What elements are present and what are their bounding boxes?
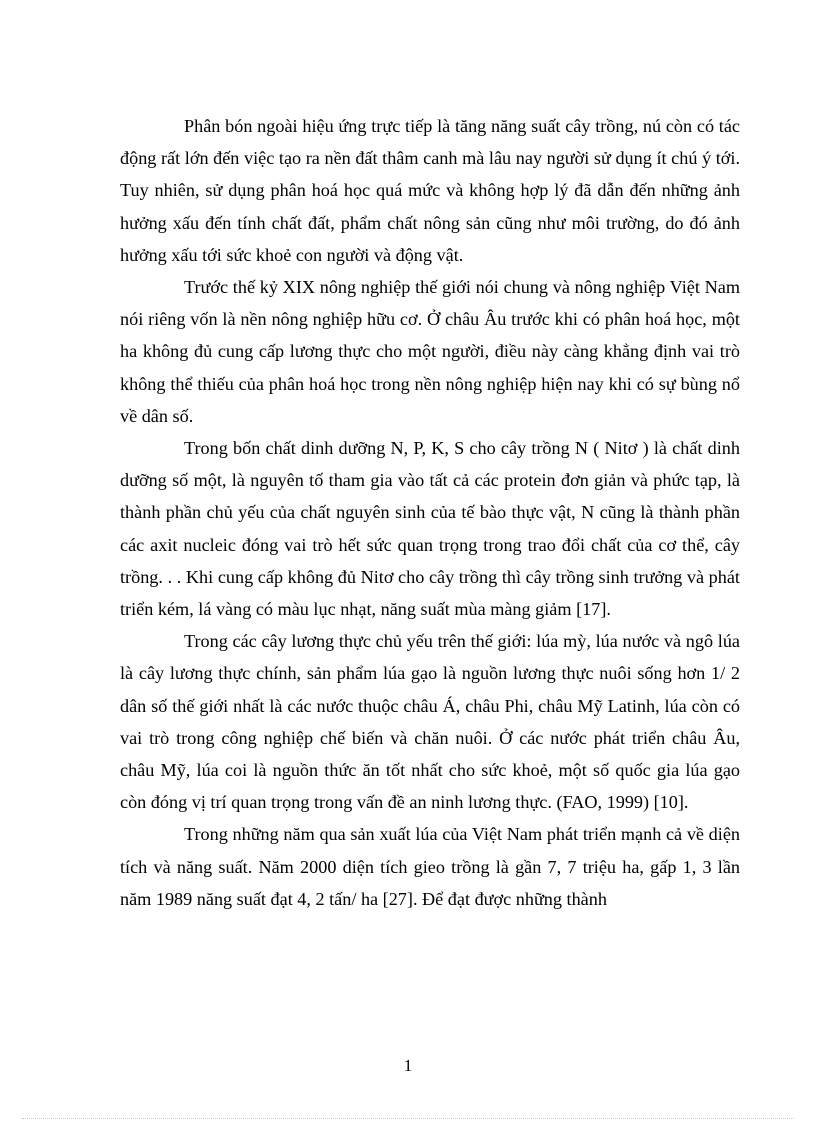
paragraph-vietnam-rice: Trong những năm qua sản xuất lúa của Việt Nam phát triển mạnh cả về diện tích và năng suất. Năm 2000 diện tích gieo trồng là gần 7, 7 triệu ha, gấp 1, 3 lần năm 1989 năng suất đạt 4, 2 tấn/ ha [27]. Để đạt được những thành — [120, 824, 740, 909]
paragraph-organic-agriculture: Trước thế kỷ XIX nông nghiệp thế giới nói chung và nông nghiệp Việt Nam nói riêng vốn là nền nông nghiệp hữu cơ. Ở châu Âu trước khi có phân hoá học, một ha không đủ cung cấp lương thực cho một người, điều này càng khẳng định vai trò không thể thiếu của phân hoá học trong nền nông nghiệp hiện nay khi có sự bùng nổ về dân số. — [120, 277, 740, 426]
page-number: 1 — [403, 1056, 413, 1075]
paragraph-nitrogen-nutrient: Trong bốn chất dinh dưỡng N, P, K, S cho cây trồng N ( Nitơ ) là chất dinh dưỡng số một, là nguyên tố tham gia vào tất cả các protein đơn giản và phức tạp, là thành phần chủ yếu của chất nguyên sinh của tế bào thực vật, N cũng là thành phần các axit nucleic đóng vai trò hết sức quan trọng trong trao đổi chất của cơ thể, cây trồng. . . Khi cung cấp không đủ Nitơ cho cây trồng thì cây trồng sinh trưởng và phát triển kém, lá vàng có màu lục nhạt, năng suất mùa màng giảm [17]. — [120, 438, 740, 620]
document-body — [120, 110, 740, 915]
page-bottom-divider — [22, 1118, 794, 1119]
paragraph-fertilizer-effects: Phân bón ngoài hiệu ứng trực tiếp là tăng năng suất cây trồng, nú còn có tác động rất lớn đến việc tạo ra nền đất thâm canh mà lâu nay người sử dụng ít chú ý tới. Tuy nhiên, sử dụng phân hoá học quá mức và không hợp lý đã dẫn đến những ảnh hưởng xấu đến tính chất đất, phẩm chất nông sản cũng như môi trường, do đó ảnh hưởng xấu tới sức khoẻ con người và động vật. — [120, 116, 740, 265]
paragraph-food-crops: Trong các cây lương thực chủ yếu trên thế giới: lúa mỳ, lúa nước và ngô lúa là cây lương thực chính, sản phẩm lúa gạo là nguồn lương thực nuôi sống hơn 1/ 2 dân số thế giới nhất là các nước thuộc châu Á, châu Phi, châu Mỹ Latinh, lúa còn có vai trò trong công nghiệp chế biến và chăn nuôi. Ở các nước phát triển châu Âu, châu Mỹ, lúa coi là nguồn thức ăn tốt nhất cho sức khoẻ, một số quốc gia lúa gạo còn đóng vị trí quan trọng trong vấn đề an ninh lương thực. (FAO, 1999) [10]. — [120, 631, 740, 813]
